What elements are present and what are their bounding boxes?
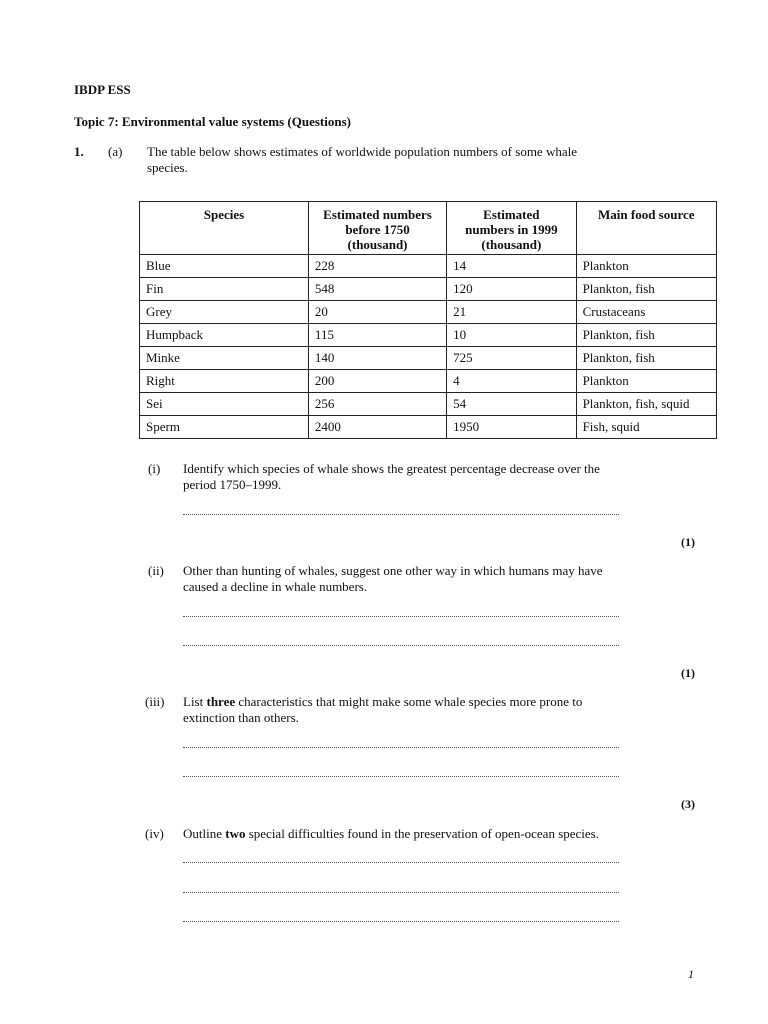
cell-species: Grey xyxy=(140,301,309,324)
header-1999-line2: numbers in 1999 xyxy=(465,222,558,237)
answer-line[interactable] xyxy=(183,860,619,863)
cell-1999: 54 xyxy=(447,393,576,416)
header-before-line1: Estimated numbers xyxy=(323,207,432,222)
cell-food: Plankton, fish xyxy=(576,347,716,370)
header-1999-line3: (thousand) xyxy=(481,237,542,252)
cell-species: Humpback xyxy=(140,324,309,347)
answer-line[interactable] xyxy=(183,512,619,515)
cell-food: Plankton xyxy=(576,370,716,393)
cell-species: Blue xyxy=(140,255,309,278)
cell-1999: 725 xyxy=(447,347,576,370)
subquestion-iv-post: special difficulties found in the preservation of open-ocean species. xyxy=(245,826,599,841)
cell-before: 115 xyxy=(308,324,446,347)
header-species: Species xyxy=(140,202,309,255)
page-number: 1 xyxy=(688,967,694,981)
table-row xyxy=(140,278,717,301)
answer-line[interactable] xyxy=(183,643,619,646)
question-intro-line1: The table below shows estimates of worldwide population numbers of some whale xyxy=(147,144,577,159)
table-row xyxy=(140,347,717,370)
cell-1999: 120 xyxy=(447,278,576,301)
table-row xyxy=(140,393,717,416)
subquestion-ii-label: (ii) xyxy=(148,563,164,578)
subquestion-iv-text xyxy=(183,826,653,842)
subquestion-iv-line1 xyxy=(183,826,653,842)
table-row xyxy=(140,416,717,439)
header-before-line2: before 1750 xyxy=(345,222,410,237)
cell-1999: 21 xyxy=(447,301,576,324)
cell-1999: 10 xyxy=(447,324,576,347)
answer-line[interactable] xyxy=(183,745,619,748)
subquestion-ii-line1: Other than hunting of whales, suggest one other way in which humans may have xyxy=(183,563,603,578)
subquestion-ii-line2: caused a decline in whale numbers. xyxy=(183,579,368,594)
subquestion-iii-pre: List xyxy=(183,694,207,709)
cell-species: Right xyxy=(140,370,309,393)
cell-food: Fish, squid xyxy=(576,416,716,439)
header-in-1999 xyxy=(447,202,576,255)
cell-species: Sperm xyxy=(140,416,309,439)
whale-population-table xyxy=(139,201,717,439)
cell-species: Sei xyxy=(140,393,309,416)
cell-before: 548 xyxy=(308,278,446,301)
cell-food: Plankton, fish xyxy=(576,324,716,347)
table-row xyxy=(140,370,717,393)
cell-before: 2400 xyxy=(308,416,446,439)
table-row xyxy=(140,301,717,324)
header-1999-line1: Estimated xyxy=(483,207,540,222)
table-header-row xyxy=(140,202,717,255)
table-row xyxy=(140,324,717,347)
cell-species: Fin xyxy=(140,278,309,301)
marks-iii: (3) xyxy=(681,797,695,811)
cell-food: Crustaceans xyxy=(576,301,716,324)
question-number: 1. xyxy=(74,144,84,159)
cell-before: 228 xyxy=(308,255,446,278)
cell-food: Plankton, fish xyxy=(576,278,716,301)
subquestion-iii-emphasis: three xyxy=(206,694,236,709)
table-row xyxy=(140,255,717,278)
marks-i: (1) xyxy=(681,535,695,549)
subquestion-i-label: (i) xyxy=(148,461,161,476)
course-title: IBDP ESS xyxy=(74,82,131,97)
question-intro-line2: species. xyxy=(147,160,188,175)
cell-1999: 14 xyxy=(447,255,576,278)
subquestion-iv-pre: Outline xyxy=(183,826,226,841)
answer-line[interactable] xyxy=(183,890,619,893)
cell-food: Plankton xyxy=(576,255,716,278)
subquestion-iii-line2: extinction than others. xyxy=(183,710,299,725)
subquestion-i-line2: period 1750–1999. xyxy=(183,477,282,492)
subquestion-iii-line1 xyxy=(183,694,653,710)
header-before-line3: (thousand) xyxy=(347,237,408,252)
topic-title: Topic 7: Environmental value systems (Questions) xyxy=(74,114,351,129)
subquestion-iii-text xyxy=(183,694,653,726)
subquestion-ii-text xyxy=(183,563,653,595)
cell-before: 20 xyxy=(308,301,446,324)
cell-species: Minke xyxy=(140,347,309,370)
question-intro xyxy=(147,144,647,176)
header-food-source: Main food source xyxy=(576,202,716,255)
cell-before: 140 xyxy=(308,347,446,370)
cell-1999: 1950 xyxy=(447,416,576,439)
header-before-1750 xyxy=(308,202,446,255)
cell-food: Plankton, fish, squid xyxy=(576,393,716,416)
answer-line[interactable] xyxy=(183,614,619,617)
answer-line[interactable] xyxy=(183,919,619,922)
cell-before: 200 xyxy=(308,370,446,393)
marks-ii: (1) xyxy=(681,666,695,680)
subquestion-iii-label: (iii) xyxy=(145,694,165,709)
cell-before: 256 xyxy=(308,393,446,416)
question-part-label: (a) xyxy=(108,144,123,159)
subquestion-iii-post: characteristics that might make some whale species more prone to xyxy=(235,694,583,709)
subquestion-i-line1: Identify which species of whale shows the greatest percentage decrease over the xyxy=(183,461,600,476)
subquestion-iv-label: (iv) xyxy=(145,826,164,841)
answer-line[interactable] xyxy=(183,774,619,777)
subquestion-iv-emphasis: two xyxy=(225,826,246,841)
subquestion-i-text xyxy=(183,461,653,493)
cell-1999: 4 xyxy=(447,370,576,393)
